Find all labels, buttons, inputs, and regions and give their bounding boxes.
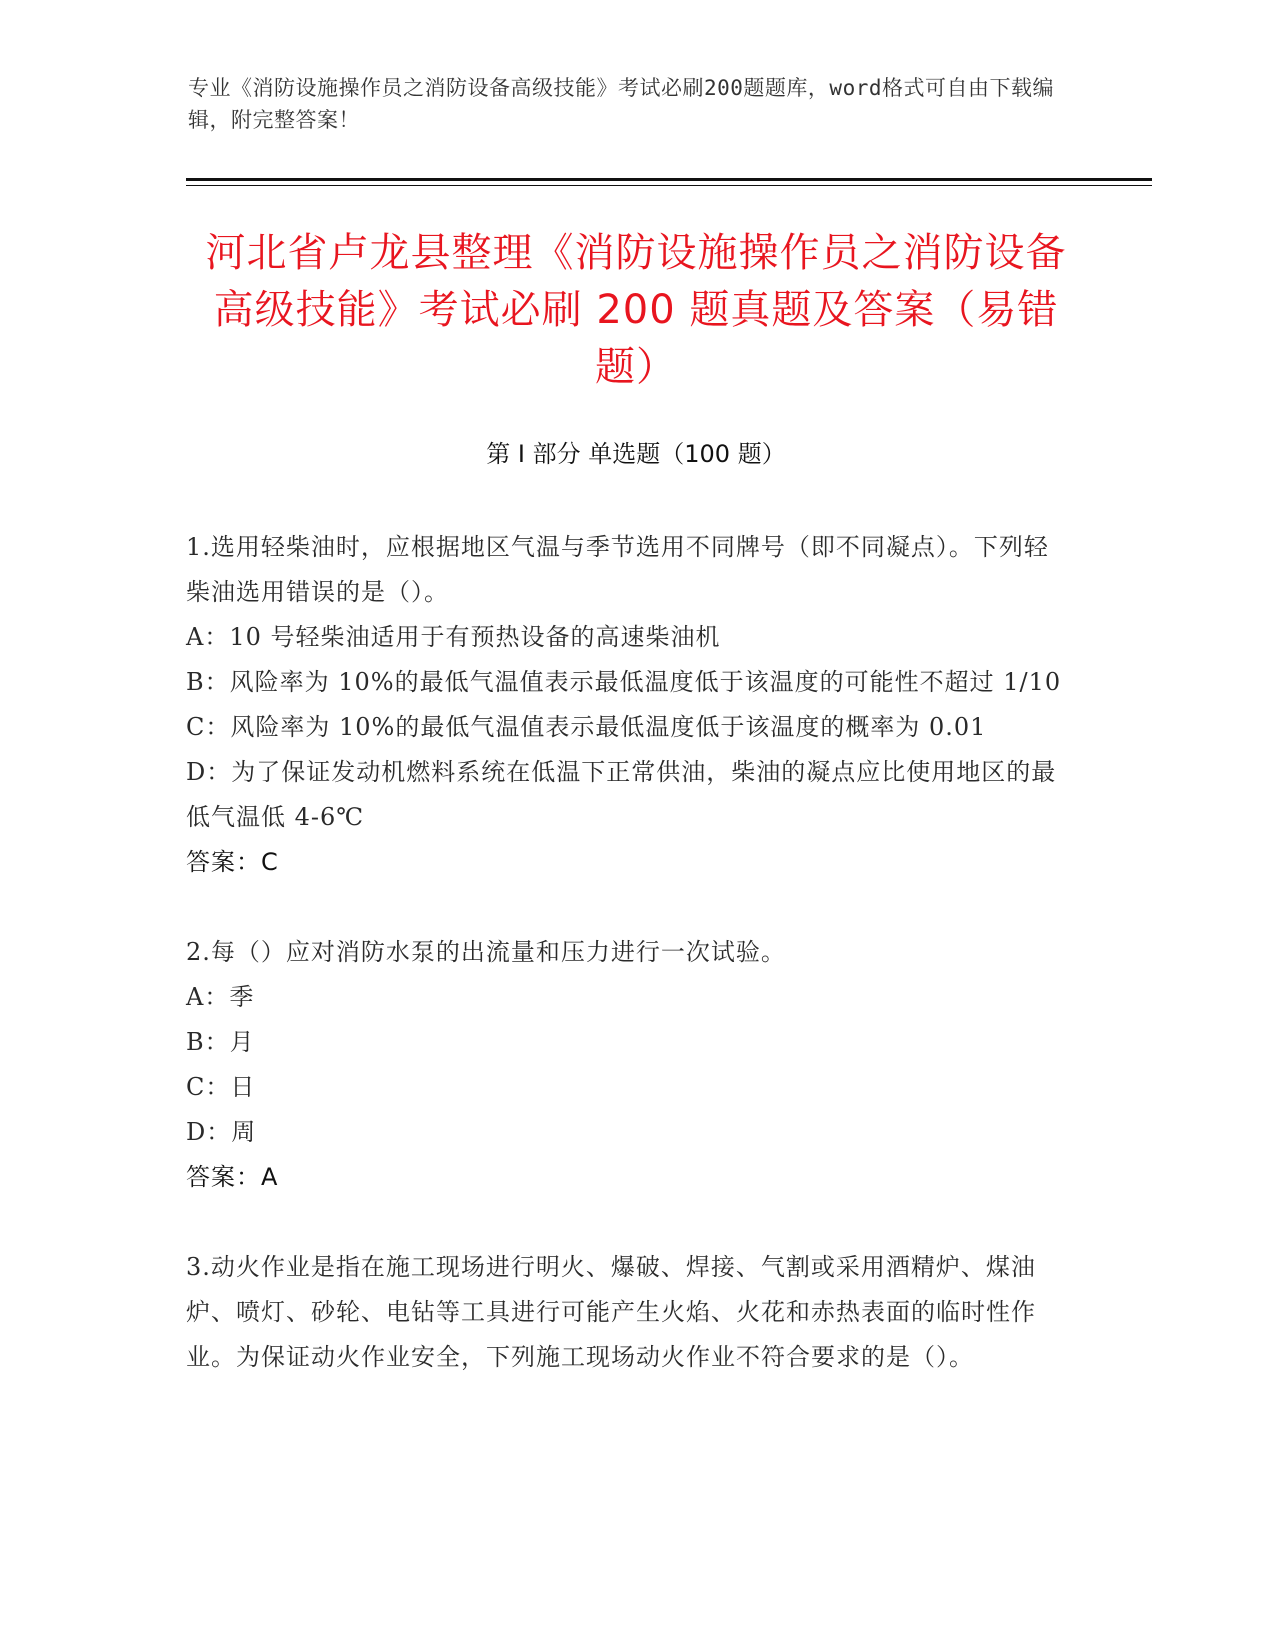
header-divider-thin [186, 185, 1152, 186]
question-2 [186, 930, 1066, 1200]
question-list [186, 525, 1066, 1425]
option-b: B：月 [186, 1028, 255, 1056]
header-note: 专业《消防设施操作员之消防设备高级技能》考试必刷200题题库，word格式可自由下载编辑，附完整答案！ [188, 76, 1054, 132]
section-title: 第 I 部分 单选题（100 题） [486, 440, 786, 468]
option-c: C：风险率为 10%的最低气温值表示最低温度低于该温度的概率为 0.01 [186, 713, 987, 741]
option-d: D：周 [186, 1118, 257, 1146]
document-title: 河北省卢龙县整理《消防设施操作员之消防设备高级技能》考试必刷 200 题真题及答案（易错题） [205, 230, 1067, 390]
question-stem: 3.动火作业是指在施工现场进行明火、爆破、焊接、气割或采用酒精炉、煤油炉、喷灯、砂轮、电钻等工具进行可能产生火焰、火花和赤热表面的临时性作业。为保证动火作业安全，下列施工现场动火作业不符合要求的是（）。 [186, 1253, 1036, 1371]
question-1 [186, 525, 1066, 885]
question-stem: 1.选用轻柴油时，应根据地区气温与季节选用不同牌号（即不同凝点）。下列轻柴油选用错误的是（）。 [186, 533, 1049, 606]
question-3 [186, 1245, 1066, 1380]
answer-line: 答案：A [186, 1163, 279, 1191]
header-divider-thick [186, 178, 1152, 181]
option-d: D：为了保证发动机燃料系统在低温下正常供油，柴油的凝点应比使用地区的最低气温低 4-6℃ [186, 758, 1057, 831]
option-a: A：10 号轻柴油适用于有预热设备的高速柴油机 [186, 623, 721, 651]
option-a: A：季 [186, 983, 255, 1011]
option-c: C：日 [186, 1073, 256, 1101]
answer-line: 答案：C [186, 848, 279, 876]
question-stem: 2.每（）应对消防水泵的出流量和压力进行一次试验。 [186, 938, 786, 966]
option-b: B：风险率为 10%的最低气温值表示最低温度低于该温度的可能性不超过 1/10 [186, 668, 1062, 696]
